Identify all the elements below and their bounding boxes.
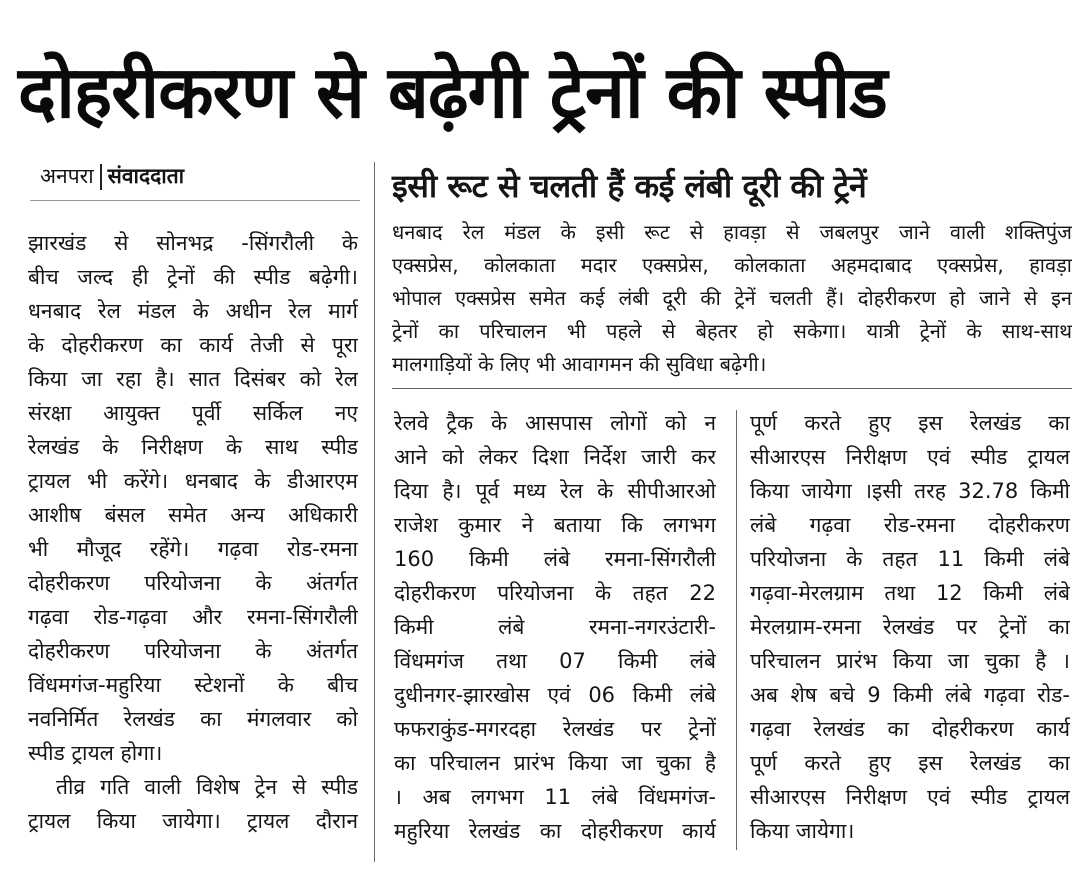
byline-place: अनपरा — [40, 164, 94, 188]
column-line: नवनिर्मित रेलखंड का मंगलवार को — [28, 707, 358, 731]
column-line: अब शेष बचे 9 किमी लंबे गढ़वा रोड- — [750, 683, 1070, 707]
column-line: झारखंड से सोनभद्र -सिंगरौली के — [28, 231, 358, 255]
column-line: महुरिया रेलखंड का दोहरीकरण कार्य — [394, 819, 716, 843]
byline-separator — [100, 164, 102, 190]
column-line: पूर्ण करते हुए इस रेलखंड का — [750, 751, 1070, 775]
page-headline: दोहरीकरण से बढ़ेगी ट्रेनों की स्पीड — [18, 50, 887, 134]
column-line: दोहरीकरण परियोजना के अंतर्गत — [28, 639, 358, 663]
sidebox-line: एक्सप्रेस, कोलकाता मदार एक्सप्रेस, कोलकाता अहमदाबाद एक्सप्रेस, हावड़ा — [392, 253, 1072, 277]
column-line: गढ़वा-मेरलग्राम तथा 12 किमी लंबे — [750, 581, 1070, 605]
column-line: आने को लेकर दिशा निर्देश जारी कर — [394, 445, 716, 469]
column-line: बीच जल्द ही ट्रेनों की स्पीड बढ़ेगी। — [28, 265, 358, 289]
column-line: 160 किमी लंबे रमना-सिंगरौली — [394, 547, 716, 571]
article-column-3 — [750, 406, 1070, 848]
column-line: रेलखंड के निरीक्षण के साथ स्पीड — [28, 435, 358, 459]
column-line: सीआरएस निरीक्षण एवं स्पीड ट्रायल — [750, 445, 1070, 469]
column-line: सीआरएस निरीक्षण एवं स्पीड ट्रायल — [750, 785, 1070, 809]
column-line: किमी लंबे रमना-नगरउंटारी- — [394, 615, 716, 639]
column-line: का परिचालन प्रारंभ किया जा चुका है — [394, 751, 716, 775]
column-line: फफराकुंड-मगरदहा रेलखंड पर ट्रेनों — [394, 717, 716, 741]
sidebox-line: ट्रेनों का परिचालन भी पहले से बेहतर हो सकेगा। यात्री ट्रेनों के साथ-साथ — [392, 319, 1072, 343]
column-line: ट्रायल किया जायेगा। ट्रायल दौरान — [28, 809, 358, 833]
sidebox-line: मालगाड़ियों के लिए भी आवागमन की सुविधा बढ़ेगी। — [392, 352, 767, 376]
column-line: परिचालन प्रारंभ किया जा चुका है । — [750, 649, 1070, 673]
sidebox-heading: इसी रूट से चलती हैं कई लंबी दूरी की ट्रेनें — [392, 167, 867, 205]
column-line: भी मौजूद रहेंगे। गढ़वा रोड-रमना — [28, 537, 358, 561]
column-line: । अब लगभग 11 लंबे विंधमगंज- — [394, 785, 716, 809]
byline-rule — [30, 200, 360, 201]
article-column-1 — [28, 226, 358, 838]
column-line: आशीष बंसल समेत अन्य अधिकारी — [28, 503, 358, 527]
sidebox-line: धनबाद रेल मंडल के इसी रूट से हावड़ा से जबलपुर जाने वाली शक्तिपुंज — [392, 220, 1072, 244]
byline-role: संवाददाता — [107, 164, 185, 188]
column-line: विंधमगंज तथा 07 किमी लंबे — [394, 649, 716, 673]
column-line: परियोजना के तहत 11 किमी लंबे — [750, 547, 1070, 571]
column-divider-right — [736, 410, 737, 850]
column-line: धनबाद रेल मंडल के अधीन रेल मार्ग — [28, 299, 358, 323]
column-line: स्पीड ट्रायल होगा। — [28, 741, 163, 765]
column-line: किया जायेगा ।इसी तरह 32.78 किमी — [750, 479, 1070, 503]
column-line: मेरलग्राम-रमना रेलखंड पर ट्रेनों का — [750, 615, 1070, 639]
column-line: किया जायेगा। — [750, 819, 855, 843]
byline — [40, 158, 340, 194]
column-line: किया जा रहा है। सात दिसंबर को रेल — [28, 367, 358, 391]
article-column-2 — [394, 406, 716, 848]
column-line: दोहरीकरण परियोजना के अंतर्गत — [28, 571, 358, 595]
column-line: गढ़वा रोड-गढ़वा और रमना-सिंगरौली — [28, 605, 358, 629]
column-line: दिया है। पूर्व मध्य रेल के सीपीआरओ — [394, 479, 716, 503]
sidebox-line: भोपाल एक्सप्रेस समेत कई लंबी दूरी की ट्रेनें चलती हैं। दोहरीकरण हो जाने से इन — [392, 286, 1072, 310]
column-divider-left — [374, 162, 375, 862]
column-line: दुधीनगर-झारखोस एवं 06 किमी लंबे — [394, 683, 716, 707]
column-line: दोहरीकरण परियोजना के तहत 22 — [394, 581, 716, 605]
column-line: रेलवे ट्रैक के आसपास लोगों को न — [394, 411, 716, 435]
column-line: गढ़वा रेलखंड का दोहरीकरण कार्य — [750, 717, 1070, 741]
column-line: विंधमगंज-महुरिया स्टेशनों के बीच — [28, 673, 358, 697]
column-line: संरक्षा आयुक्त पूर्वी सर्किल नए — [28, 401, 358, 425]
column-line: के दोहरीकरण का कार्य तेजी से पूरा — [28, 333, 358, 357]
column-line: पूर्ण करते हुए इस रेलखंड का — [750, 411, 1070, 435]
sidebox-bottom-rule — [392, 388, 1072, 389]
sidebox-text — [392, 216, 1072, 381]
column-line: तीव्र गति वाली विशेष ट्रेन से स्पीड — [56, 775, 358, 799]
column-line: लंबे गढ़वा रोड-रमना दोहरीकरण — [750, 513, 1070, 537]
column-line: ट्रायल भी करेंगे। धनबाद के डीआरएम — [28, 469, 358, 493]
column-line: राजेश कुमार ने बताया कि लगभग — [394, 513, 716, 537]
